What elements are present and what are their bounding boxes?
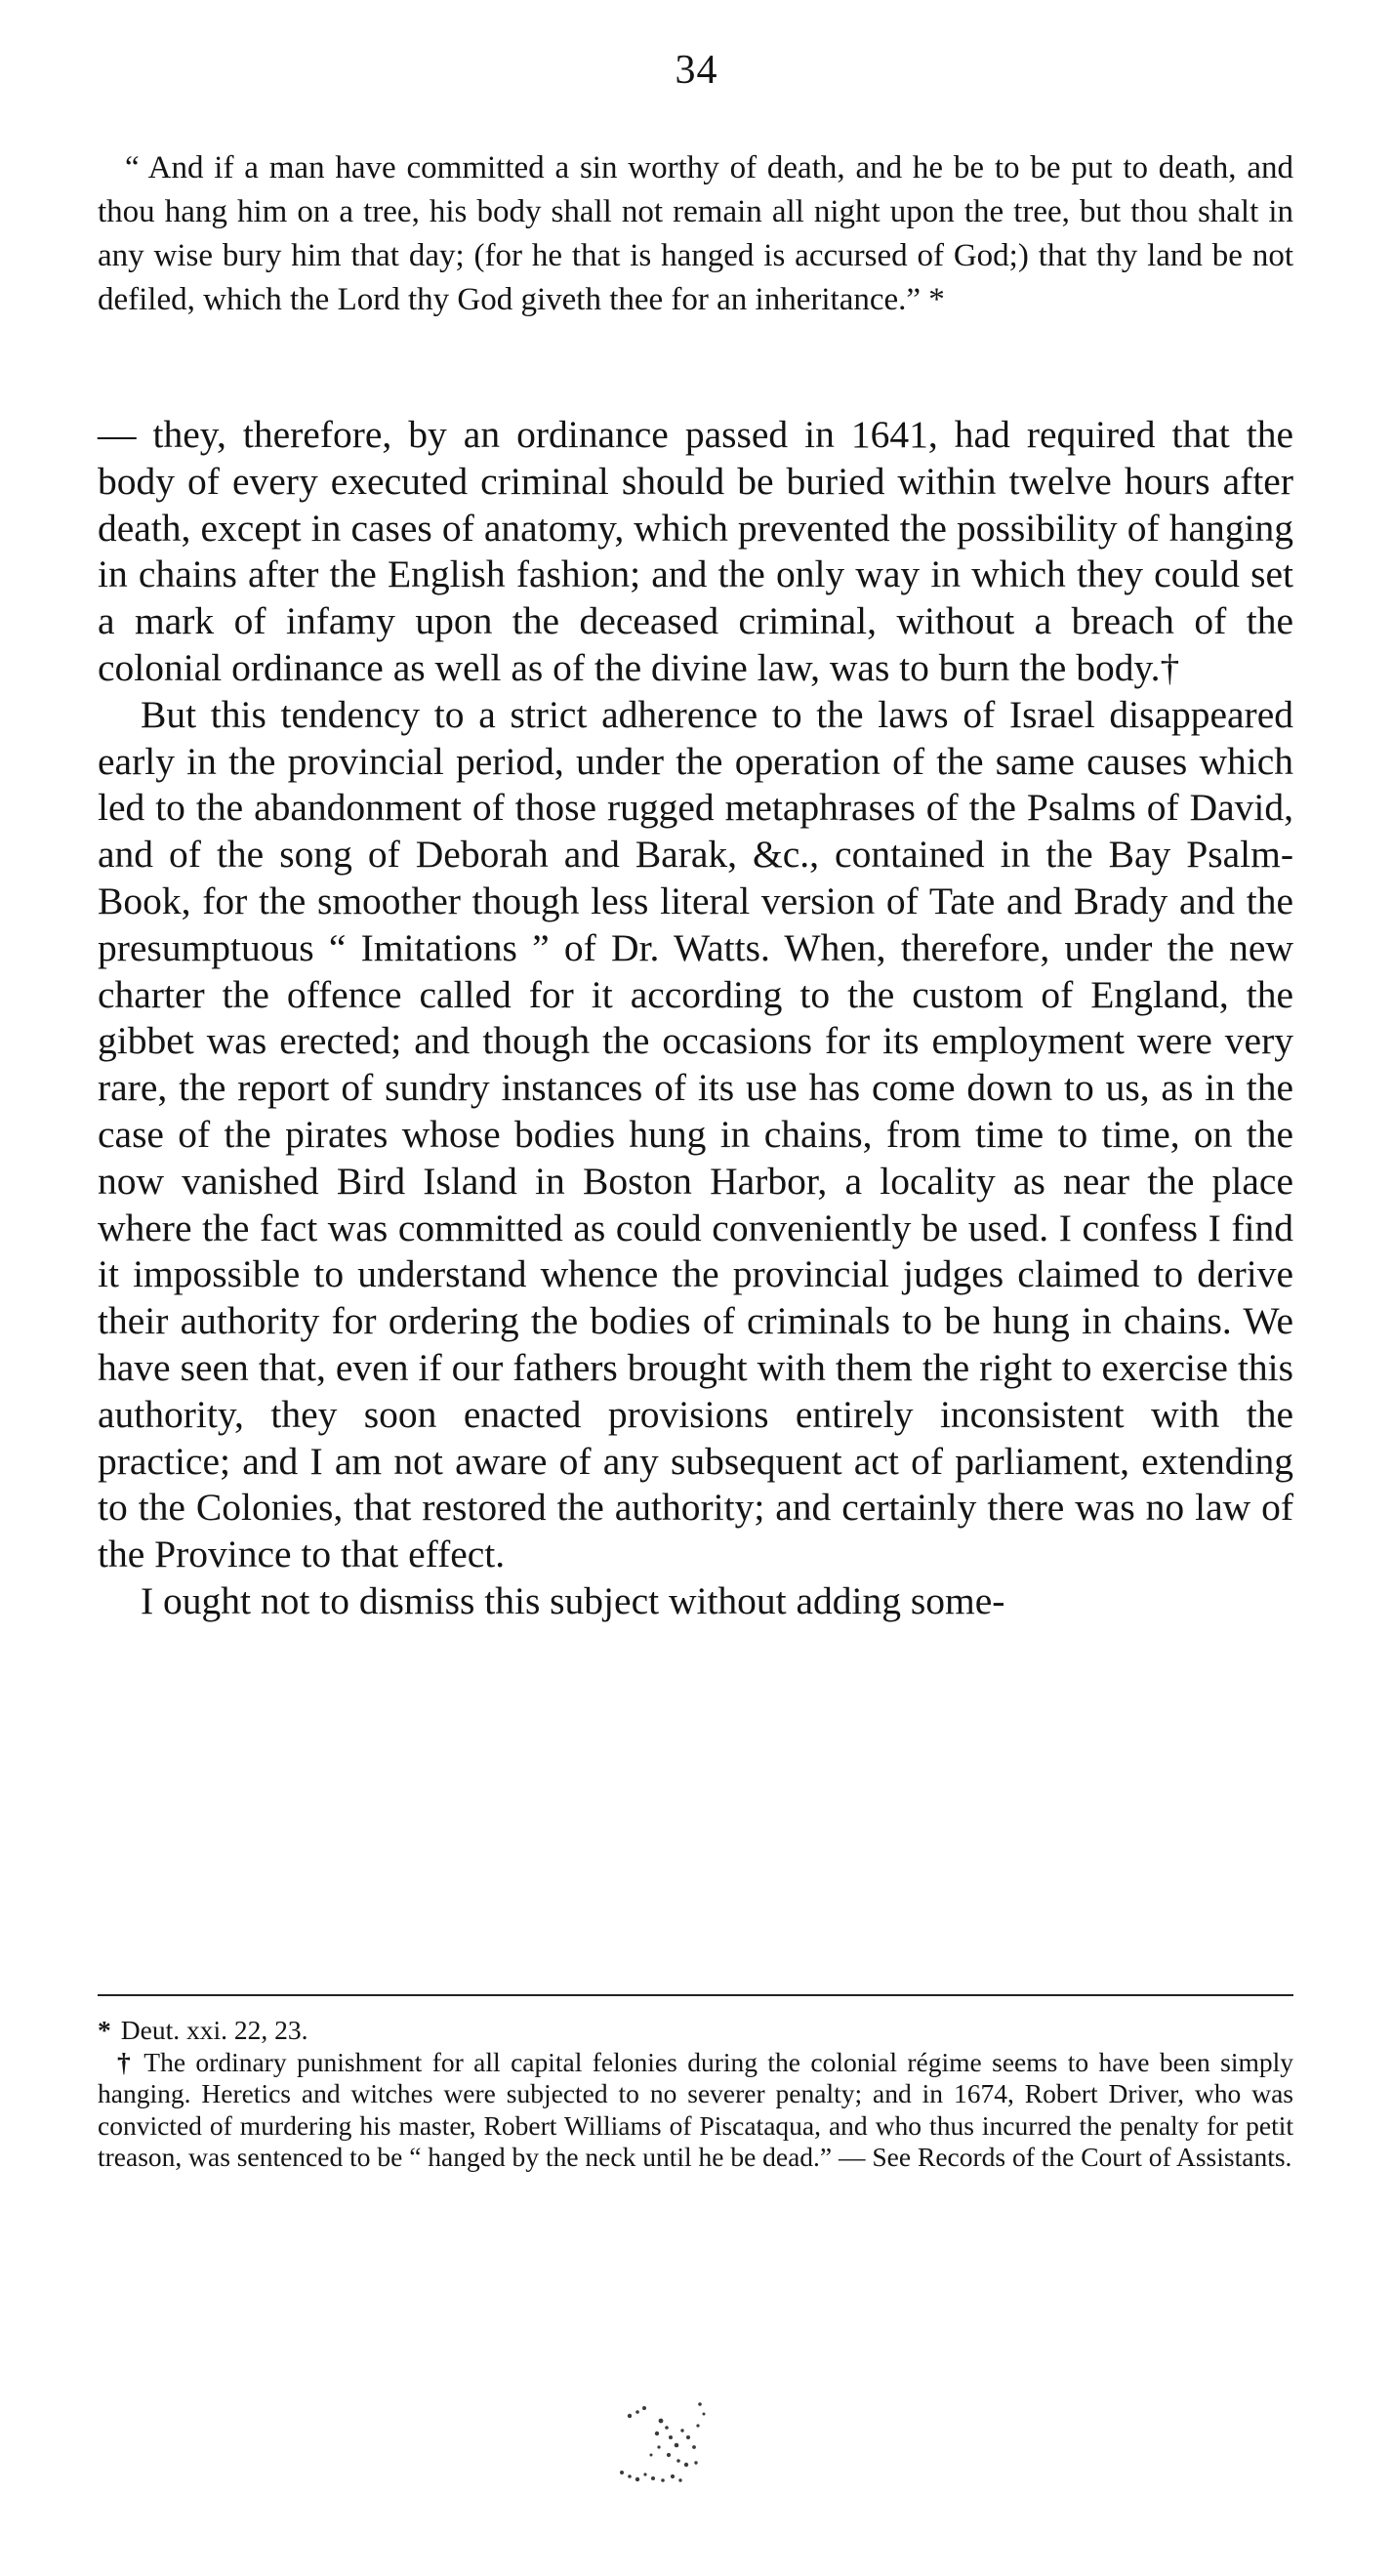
library-stamp-icon	[610, 2387, 717, 2504]
page-number: 34	[675, 48, 718, 93]
body-paragraph-3: I ought not to dismiss this subject without adding some-	[141, 1578, 1005, 1622]
footnote-2	[98, 2047, 1293, 2174]
body-paragraph-1: — they, therefore, by an ordinance passed in 1641, had required that the body of every executed criminal should be buried within twelve hours after death, except in cases of anatomy, which prevented the possibility of hanging in chains after the English fashion; and the only way in which they could set a mark of infamy upon the deceased criminal, without a breach of the colonial ordinance as well as of the divine law, was to burn the body.†	[98, 413, 1293, 689]
footnote-2-text: The ordinary punishment for all capital felonies during the colonial régime seems to have been simply hanging. Heretics and witches were subjected to no severer penalty; and in 1674, Robert Driver, who was convicted of murdering his master, Robert Williams of Piscataqua, and who thus incurred the penalty for petit treason, was sentenced to be “ hanged by the neck until he be dead.” — See Records of the Court of Assistants.	[98, 2046, 1293, 2172]
footnote-1-text: Deut. xxi. 22, 23.	[120, 2015, 308, 2045]
body-paragraph-2: But this tendency to a strict adherence to the laws of Israel disappeared early in the provincial period, under the operation of the same causes which led to the abandonment of those rugged metaphrases of the Psalms of David, and of the song of Deborah and Barak, &c., contained in the Bay Psalm-Book, for the smoother though less literal version of Tate and Brady and the presumptuous “ Imitations ” of Dr. Watts. When, therefore, under the new charter the offence called for it according to the custom of England, the gibbet was erected; and though the occasions for its employment were very rare, the report of sundry instances of its use has come down to us, as in the case of the pirates whose bodies hung in chains, from time to time, on the now vanished Bird Island in Boston Harbor, a locality as near the place where the fact was committed as could conveniently be used. I confess I find it impossible to understand whence the provincial judges claimed to derive their authority for ordering the bodies of criminals to be hung in chains. We have seen that, even if our fathers brought with them the right to exercise this authority, they soon enacted provisions entirely inconsistent with the practice; and I am not aware of any subsequent act of parliament, extending to the Colonies, that restored the authority; and certainly there was no law of the Province to that effect.	[98, 692, 1293, 1576]
scripture-quote: “ And if a man have committed a sin worthy of death, and he be to be put to death, and thou hang him on a tree, his body shall not remain all night upon the tree, but thou shalt in any wise bury him that day; (for he that is hanged is accursed of God;) that thy land be not defiled, which the Lord thy God giveth thee for an inheritance.” *	[98, 150, 1293, 317]
footnote-1-mark: *	[98, 2015, 111, 2045]
footnote-divider	[98, 1994, 1293, 1996]
main-body	[98, 412, 1293, 1625]
footnote-2-mark: †	[117, 2046, 135, 2077]
footnote-1	[98, 2015, 1293, 2047]
footnotes	[98, 2015, 1293, 2174]
